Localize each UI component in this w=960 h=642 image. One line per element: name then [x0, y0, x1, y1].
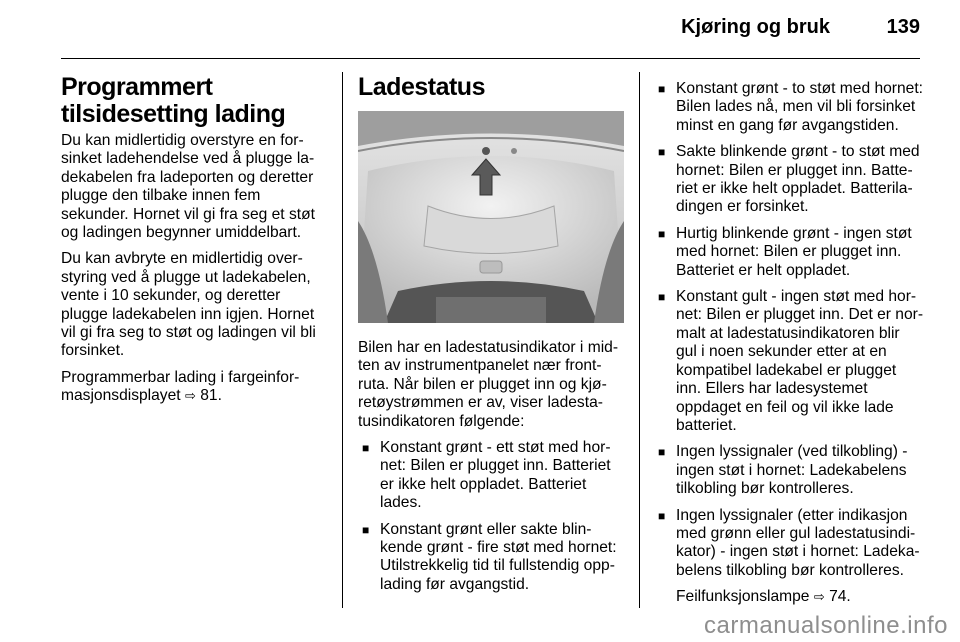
- list-item: ■ Ingen lyssignaler (ved tilkobling) - ingen støt i hornet: Ladekabelens tilkobling bør kontrolleres.: [654, 443, 924, 498]
- header-rule: [61, 58, 920, 59]
- right-column: [654, 80, 924, 607]
- middle-column: [358, 74, 626, 602]
- paragraph-reference: [61, 369, 331, 406]
- intro-paragraph: Bilen har en ladestatusindikator i midten av instrumentpanelet nær frontruta. Når bilen er plugget inn og kjøretøystrømmen er av, viser ladestatusindikatoren følgende:: [358, 339, 619, 430]
- list-item: ■ Konstant grønt - to støt med hornet: Bilen lades nå, men vil bli forsinket minst en gang før avgangstiden.: [654, 80, 924, 135]
- paragraph: Du kan avbryte en midlertidig overstyring ved å plugge ut ladekabelen, vente i 10 sekunder, og deretter plugge ladekabelen inn igjen. Hornet vil gi fra seg to støt og ladingen vil bli forsinket.: [61, 250, 316, 360]
- paragraph: Du kan midlertidig overstyre en forsinket ladehendelse ved å plugge ladekabelen fra ladeporten og deretter plugge den tilbake innen fem sekunder. Hornet vil gi fra seg et støt og ladingen begynner umiddelbart.: [61, 132, 315, 242]
- list-item: ■ Konstant gult - ingen støt med hornet: Bilen er plugget inn. Det er normalt at ladestatusindikatoren blir gul i noen sekunder etter at en kompatibel ladekabel er plugget inn. Ellers har ladesystemet oppdaget en feil og vil ikke lade batteriet.: [654, 288, 924, 435]
- section-heading-programmert: Programmert tilsidesetting lading: [61, 73, 286, 128]
- status-list-continued: [654, 80, 924, 580]
- reference-text: Programmerbar lading i fargeinformasjonsdisplayet: [61, 368, 300, 405]
- list-item: ■ Hurtig blinkende grønt - ingen støt med hornet: Bilen er plugget inn. Batteriet er helt oppladet.: [654, 225, 924, 280]
- section-heading-ladestatus: Ladestatus: [358, 73, 485, 101]
- reference-page-link[interactable]: 74.: [829, 588, 851, 606]
- reference-page-link[interactable]: 81.: [200, 387, 222, 405]
- column-divider-2: [639, 72, 640, 608]
- list-item: ■ Sakte blinkende grønt - to støt med hornet: Bilen er plugget inn. Batteriet er ikke helt oppladet. Batteriladingen er forsinket.: [654, 143, 924, 217]
- watermark: carmanualsonline.info: [704, 612, 948, 639]
- status-list: [358, 439, 626, 594]
- page-reference-arrow-icon: ⇨: [184, 388, 196, 404]
- paragraph-reference: [654, 588, 924, 606]
- charge-status-indicator-photo: [358, 111, 624, 323]
- page-number: 139: [886, 16, 920, 38]
- list-item: ■ Ingen lyssignaler (etter indikasjon med grønn eller gul ladestatusindikator) - ingen støt i hornet: Ladekabelens tilkobling bør kontrolleres.: [654, 507, 924, 581]
- list-item: ■ Konstant grønt eller sakte blinkende grønt - fire støt med hornet: Utilstrekkelig tid til fullstendig opplading før avgangstid.: [358, 521, 626, 595]
- list-item: ■ Konstant grønt - ett støt med hornet: Bilen er plugget inn. Batteriet er ikke helt oppladet. Batteriet lades.: [358, 439, 626, 513]
- left-column: [61, 74, 331, 414]
- page-header-title: Kjøring og bruk: [681, 16, 830, 38]
- reference-text: Feilfunksjonslampe: [676, 588, 810, 606]
- page-reference-arrow-icon: ⇨: [813, 589, 825, 605]
- column-divider-1: [342, 72, 343, 608]
